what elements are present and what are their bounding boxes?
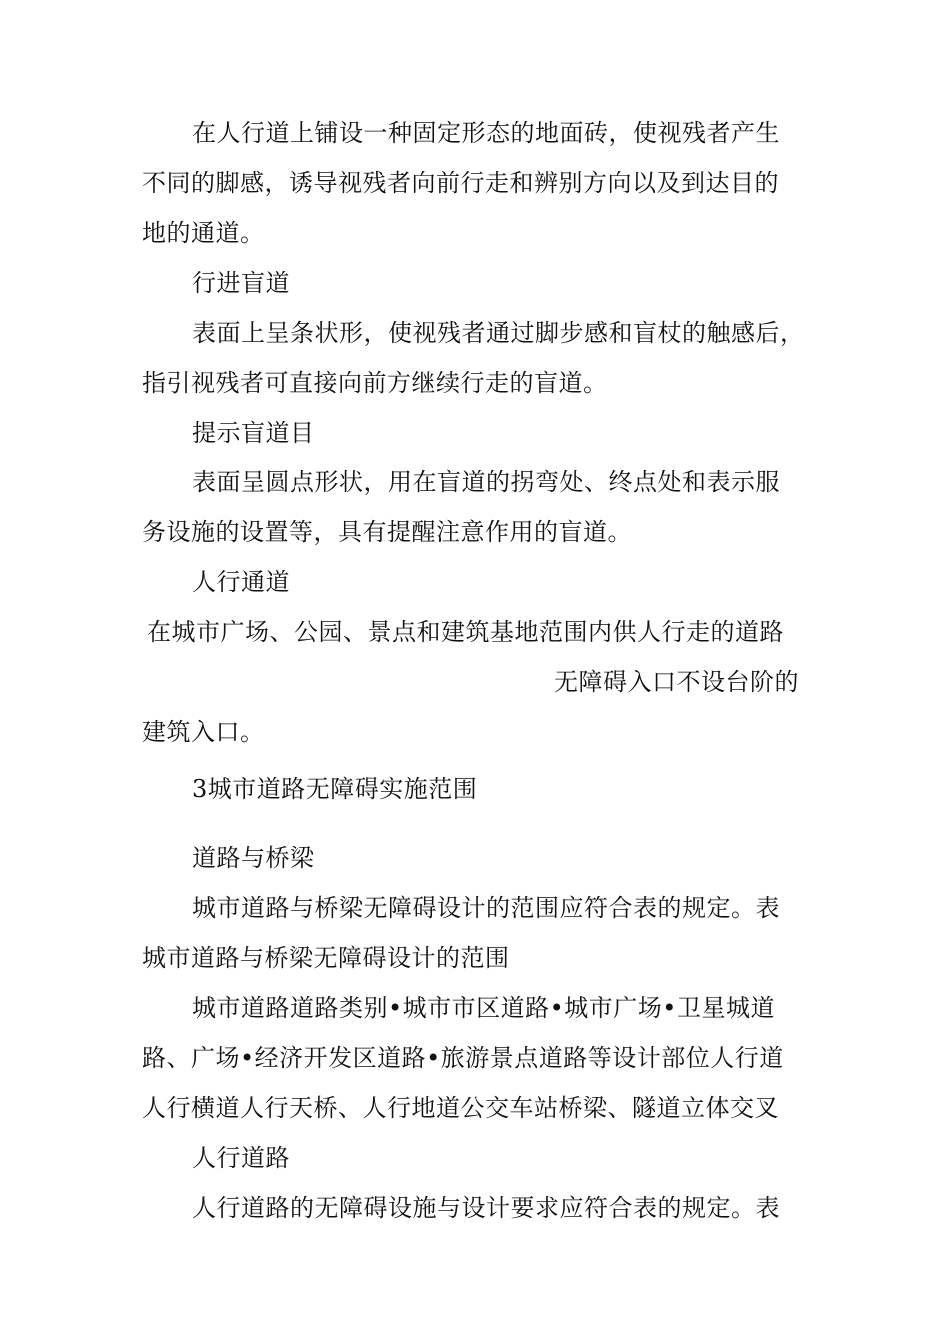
section-heading: 行进盲道 [192,269,290,297]
paragraph-line: 路、广场•经济开发区道路•旅游景点道路等设计部位人行道 [142,1044,784,1072]
section-heading: 道路与桥梁 [192,844,315,872]
paragraph-line: 人行道路的无障碍设施与设计要求应符合表的规定。表 [192,1194,780,1222]
paragraph-line: 不同的脚感，诱导视残者向前行走和辨别方向以及到达目的 [142,169,779,197]
paragraph-line: 城市道路道路类别•城市市区道路•城市广场•卫星城道 [192,994,775,1022]
paragraph-line: 指引视残者可直接向前方继续行走的盲道。 [142,369,608,397]
paragraph-line: 人行横道人行天桥、人行地道公交车站桥梁、隧道立体交叉 [142,1094,779,1122]
paragraph-line: 务设施的设置等，具有提醒注意作用的盲道。 [142,518,632,546]
paragraph-line: 在城市广场、公园、景点和建筑基地范围内供人行走的道路 [147,618,784,646]
paragraph-line: 表面呈圆点形状，用在盲道的拐弯处、终点处和表示服 [192,468,780,496]
paragraph-line: 建筑入口。 [142,718,265,746]
paragraph-line: 无障碍入口不设台阶的 [554,668,799,696]
paragraph-line: 在人行道上铺设一种固定形态的地面砖，使视残者产生 [192,119,780,147]
section-heading: 提示盲道目 [192,419,315,447]
paragraph-line: 城市道路与桥梁无障碍设计的范围应符合表的规定。表 [192,894,780,922]
section-heading: 人行通道 [192,568,290,596]
paragraph-line: 地的通道。 [142,219,265,247]
paragraph-line: 表面上呈条状形，使视残者通过脚步感和盲杖的触感后， [192,319,805,347]
section-heading: 人行道路 [192,1144,290,1172]
chapter-heading: 3城市道路无障碍实施范围 [192,775,478,803]
table-caption: 城市道路与桥梁无障碍设计的范围 [142,944,510,972]
